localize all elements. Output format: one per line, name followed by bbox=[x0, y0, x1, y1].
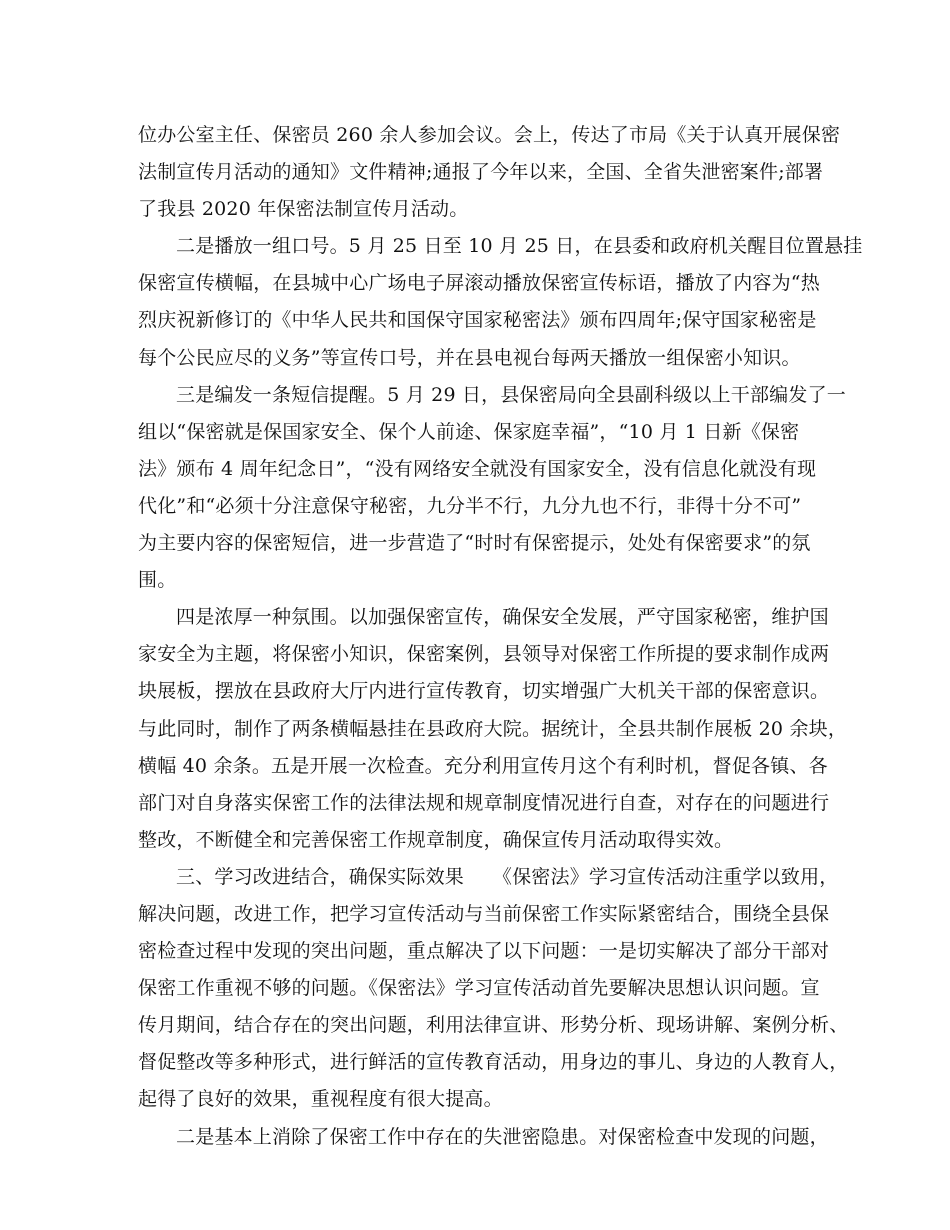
text-line: 位办公室主任、保密员 260 余人参加会议。会上，传达了市局《关于认真开展保密 bbox=[138, 124, 841, 146]
text-line: 组以“保密就是保国家安全、保个人前途、保家庭幸福”，“10 月 1 日新《保密 bbox=[138, 420, 800, 443]
text-line: 四是浓厚一种氛围。以加强保密宣传，确保安全发展，严守国家秘密，维护国 bbox=[176, 606, 829, 629]
text-line: 三、学习改进结合，确保实际效果 《保密法》学习宣传活动注重学以致用， bbox=[176, 865, 839, 888]
text-line: 法》颁布 4 周年纪念日”，“没有网络安全就没有国家安全，没有信息化就没有现 bbox=[138, 457, 817, 480]
text-line: 家安全为主题，将保密小知识，保密案例，县领导对保密工作所提的要求制作成两 bbox=[138, 643, 830, 666]
body-text bbox=[138, 117, 863, 1156]
text-line: 横幅 40 余条。五是开展一次检查。充分利用宣传月这个有利时机，督促各镇、各 bbox=[138, 754, 828, 777]
text-line: 保密工作重视不够的问题。《保密法》学习宣传活动首先要解决思想认识问题。宣 bbox=[138, 977, 820, 1000]
text-line: 与此同时，制作了两条横幅悬挂在县政府大院。据统计，全县共制作展板 20 余块， bbox=[138, 717, 848, 740]
text-line: 二是基本上消除了保密工作中存在的失泄密隐患。对保密检查中发现的问题， bbox=[176, 1125, 829, 1148]
text-line: 烈庆祝新修订的《中华人民共和国保守国家秘密法》颁布四周年;保守国家秘密是 bbox=[138, 309, 817, 332]
text-line: 保密宣传横幅，在县城中心广场电子屏滚动播放保密宣传标语，播放了内容为“热 bbox=[138, 272, 820, 295]
text-line: 起得了良好的效果，重视程度有很大提高。 bbox=[138, 1088, 503, 1111]
text-line: 围。 bbox=[138, 569, 177, 592]
text-line: 解决问题，改进工作，把学习宣传活动与当前保密工作实际紧密结合，围绕全县保 bbox=[138, 902, 830, 925]
text-line: 代化”和“必须十分注意保守秘密，九分半不行，九分九也不行，非得十分不可” bbox=[138, 494, 802, 517]
text-line: 块展板，摆放在县政府大厅内进行宣传教育，切实增强广大机关干部的保密意识。 bbox=[138, 680, 830, 703]
text-line: 为主要内容的保密短信，进一步营造了“时时有保密提示，处处有保密要求”的氛 bbox=[138, 532, 811, 555]
text-line: 部门对自身落实保密工作的法律法规和规章制度情况进行自查，对存在的问题进行 bbox=[138, 791, 830, 814]
text-line: 了我县 2020 年保密法制宣传月活动。 bbox=[138, 198, 469, 221]
text-line: 三是编发一条短信提醒。5 月 29 日，县保密局向全县副科级以上干部编发了一 bbox=[176, 383, 846, 406]
text-line: 法制宣传月活动的通知》文件精神;通报了今年以来，全国、全省失泄密案件;部署 bbox=[138, 161, 824, 184]
text-line: 传月期间，结合存在的突出问题，利用法律宣讲、形势分析、现场讲解、案例分析、 bbox=[138, 1014, 849, 1037]
text-line: 督促整改等多种形式，进行鲜活的宣传教育活动，用身边的事儿、身边的人教育人， bbox=[138, 1051, 849, 1074]
text-line: 密检查过程中发现的突出问题，重点解决了以下问题：一是切实解决了部分干部对 bbox=[138, 940, 830, 963]
text-line: 二是播放一组口号。5 月 25 日至 10 月 25 日，在县委和政府机关醒目位置悬挂 bbox=[176, 235, 863, 258]
text-line: 整改，不断健全和完善保密工作规章制度，确保宣传月活动取得实效。 bbox=[138, 828, 734, 851]
text-line: 每个公民应尽的义务”等宣传口号，并在县电视台每两天播放一组保密小知识。 bbox=[138, 346, 801, 369]
